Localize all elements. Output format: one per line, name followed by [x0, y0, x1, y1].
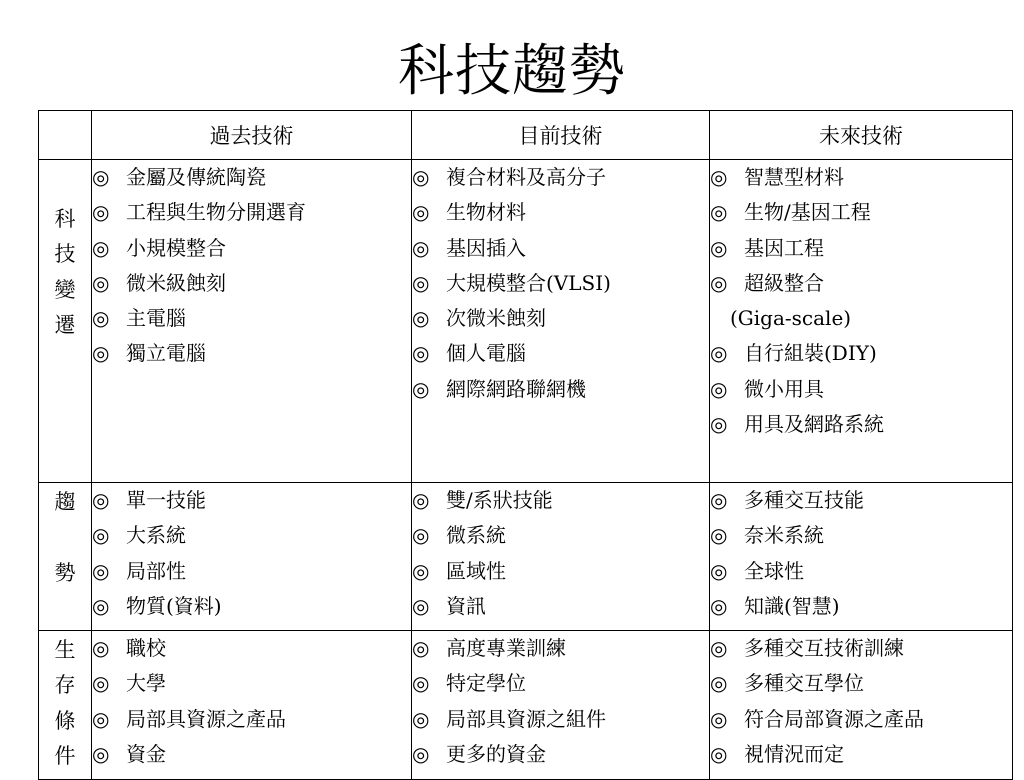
list-item-text: 主電腦 — [126, 306, 186, 331]
list-item — [412, 301, 709, 336]
row-label-char: 存 — [54, 673, 76, 698]
list-item — [710, 407, 1012, 442]
list-item-text: 局部性 — [126, 558, 186, 583]
bullet-icon: ◎ — [710, 488, 728, 512]
list-item-text: 次微米蝕刻 — [446, 306, 546, 331]
bullet-icon: ◎ — [710, 671, 728, 696]
bullet-icon: ◎ — [412, 671, 430, 696]
col-header-past: 過去技術 — [92, 111, 412, 160]
list-item — [710, 483, 1012, 518]
bullet-icon: ◎ — [92, 741, 110, 766]
row-label-char: 勢 — [54, 560, 76, 585]
list-item-text: 複合材料及高分子 — [446, 165, 606, 189]
list-item — [710, 702, 1012, 737]
list-item-text: 高度專業訓練 — [446, 636, 566, 660]
row-label-char: 遷 — [54, 312, 76, 337]
list-item-text: 符合局部資源之產品 — [744, 706, 924, 731]
tech-change-row — [39, 160, 1013, 483]
bullet-icon: ◎ — [710, 706, 728, 731]
bullet-icon: ◎ — [412, 593, 430, 618]
list-item-text: 工程與生物分開選育 — [126, 200, 306, 225]
corner-cell — [39, 111, 92, 160]
row-label-char: 變 — [54, 277, 76, 302]
list-item-text: 物質(資料) — [126, 593, 222, 618]
list-item — [92, 518, 411, 553]
list-item-text: 自行組裝(DIY) — [744, 341, 877, 366]
bullet-icon: ◎ — [710, 235, 728, 260]
list-item-text: 生物材料 — [446, 200, 526, 225]
row-label-char: 件 — [54, 743, 76, 768]
bullet-icon: ◎ — [412, 235, 430, 260]
bullet-icon: ◎ — [710, 270, 728, 295]
list-item-text: 基因插入 — [446, 235, 526, 260]
list-item-text: 多種交互技術訓練 — [744, 636, 904, 660]
table-cell — [710, 483, 1013, 631]
bullet-icon: ◎ — [412, 376, 430, 401]
list-item-text: 奈米系統 — [744, 523, 824, 548]
bullet-icon: ◎ — [92, 523, 110, 548]
list-item-text: 生物/基因工程 — [744, 200, 871, 225]
list-item — [412, 518, 709, 553]
bullet-icon: ◎ — [412, 200, 430, 225]
list-item-text: 微米級蝕刻 — [126, 270, 226, 295]
list-item — [92, 160, 411, 195]
list-item — [92, 589, 411, 624]
list-item-text: 局部具資源之組件 — [446, 706, 606, 731]
list-item-text: 超級整合 — [744, 270, 824, 295]
list-item — [412, 160, 709, 195]
list-item-text: 個人電腦 — [446, 341, 526, 366]
bullet-icon: ◎ — [92, 706, 110, 731]
page-title: 科技趨勢 — [398, 39, 626, 104]
list-item — [710, 372, 1012, 407]
list-item — [412, 554, 709, 589]
list-item — [92, 336, 411, 371]
list-item — [92, 483, 411, 518]
table-body — [39, 160, 1013, 780]
list-item — [92, 266, 411, 301]
list-item — [710, 589, 1012, 624]
bullet-icon: ◎ — [92, 558, 110, 583]
bullet-icon: ◎ — [92, 636, 110, 660]
bullet-icon: ◎ — [412, 341, 430, 366]
col-header-future: 未來技術 — [710, 111, 1013, 160]
bullet-icon: ◎ — [710, 165, 728, 189]
list-item — [710, 160, 1012, 195]
row-label-char: 趨 — [54, 490, 76, 514]
list-item-text: 雙/系狀技能 — [446, 488, 553, 512]
bullet-icon: ◎ — [412, 523, 430, 548]
list-item-text: 大規模整合(VLSI) — [446, 270, 611, 295]
col-header-current: 目前技術 — [412, 111, 710, 160]
list-item — [710, 631, 1012, 666]
bullet-icon: ◎ — [412, 165, 430, 189]
bullet-icon: ◎ — [412, 270, 430, 295]
list-item-text: (Giga-scale) — [730, 306, 852, 331]
bullet-icon: ◎ — [710, 341, 728, 366]
table-cell — [412, 160, 710, 483]
list-item-text: 用具及網路系統 — [744, 412, 884, 437]
bullet-icon: ◎ — [412, 488, 430, 512]
list-item-text: 視情況而定 — [744, 741, 844, 766]
bullet-icon: ◎ — [710, 558, 728, 583]
table-cell — [412, 631, 710, 780]
list-item — [412, 483, 709, 518]
bullet-icon: ◎ — [92, 671, 110, 696]
bullet-icon: ◎ — [92, 165, 110, 189]
bullet-icon: ◎ — [710, 523, 728, 548]
row-label — [39, 483, 92, 631]
list-item — [412, 702, 709, 737]
row-label — [39, 631, 92, 780]
list-item — [92, 301, 411, 336]
bullet-icon: ◎ — [710, 636, 728, 660]
list-item — [710, 666, 1012, 701]
list-item — [92, 666, 411, 701]
list-item-text: 全球性 — [744, 558, 804, 583]
list-item-text: 局部具資源之產品 — [126, 706, 286, 731]
row-label-char: 生 — [54, 638, 76, 662]
bullet-icon: ◎ — [710, 376, 728, 401]
table-cell — [710, 631, 1013, 780]
bullet-icon: ◎ — [412, 706, 430, 731]
list-item-text: 區域性 — [446, 558, 506, 583]
bullet-icon: ◎ — [92, 341, 110, 366]
list-item-text: 金屬及傳統陶瓷 — [126, 165, 266, 189]
tech-trend-table — [38, 110, 1013, 780]
list-item-text: 職校 — [126, 636, 166, 660]
list-item-text: 單一技能 — [126, 488, 206, 512]
list-item-text: 知識(智慧) — [744, 593, 840, 618]
list-item-text: 小規模整合 — [126, 235, 226, 260]
list-item — [412, 231, 709, 266]
list-item-text: 獨立電腦 — [126, 341, 206, 366]
bullet-icon: ◎ — [412, 306, 430, 331]
list-item — [412, 737, 709, 772]
list-item — [412, 372, 709, 407]
list-item — [710, 231, 1012, 266]
list-item-text: 基因工程 — [744, 235, 824, 260]
list-item — [710, 301, 1012, 336]
bullet-icon: ◎ — [92, 593, 110, 618]
list-item — [412, 336, 709, 371]
survival-row — [39, 631, 1013, 780]
list-item — [412, 631, 709, 666]
bullet-icon: ◎ — [412, 741, 430, 766]
bullet-icon: ◎ — [92, 488, 110, 512]
bullet-icon: ◎ — [710, 741, 728, 766]
list-item-text: 資訊 — [446, 593, 486, 618]
list-item — [710, 518, 1012, 553]
list-item — [92, 195, 411, 230]
bullet-icon: ◎ — [92, 306, 110, 331]
table-cell — [92, 483, 412, 631]
list-item — [412, 266, 709, 301]
list-item — [710, 195, 1012, 230]
list-item — [710, 266, 1012, 301]
list-item-text: 智慧型材料 — [744, 165, 844, 189]
list-item — [92, 231, 411, 266]
trend-row — [39, 483, 1013, 631]
bullet-icon: ◎ — [412, 558, 430, 583]
bullet-icon: ◎ — [710, 593, 728, 618]
list-item — [412, 589, 709, 624]
list-item-text: 大學 — [126, 671, 166, 696]
list-item-text: 微小用具 — [744, 376, 824, 401]
list-item — [710, 554, 1012, 589]
row-label-char: 條 — [54, 708, 76, 733]
list-item — [92, 702, 411, 737]
list-item-text: 微系統 — [446, 523, 506, 548]
header-row — [39, 111, 1013, 160]
list-item — [412, 666, 709, 701]
bullet-icon: ◎ — [92, 235, 110, 260]
list-item-text: 特定學位 — [446, 671, 526, 696]
bullet-icon: ◎ — [92, 270, 110, 295]
list-item — [92, 554, 411, 589]
list-item-text: 網際網路聯網機 — [446, 376, 586, 401]
table-cell — [710, 160, 1013, 483]
list-item-text: 多種交互技能 — [744, 488, 864, 512]
table-cell — [412, 483, 710, 631]
list-item — [710, 336, 1012, 371]
bullet-icon: ◎ — [710, 200, 728, 225]
list-item-text: 更多的資金 — [446, 741, 546, 766]
row-label-char: 技 — [54, 242, 76, 267]
list-item-text: 資金 — [126, 741, 166, 766]
bullet-icon: ◎ — [412, 636, 430, 660]
table-cell — [92, 160, 412, 483]
bullet-icon: ◎ — [710, 412, 728, 437]
row-label — [39, 160, 92, 483]
list-item — [412, 195, 709, 230]
list-item-text: 大系統 — [126, 523, 186, 548]
table-cell — [92, 631, 412, 780]
list-item-text: 多種交互學位 — [744, 671, 864, 696]
list-item — [92, 737, 411, 772]
bullet-icon: ◎ — [92, 200, 110, 225]
list-item — [710, 737, 1012, 772]
row-label-char: 科 — [54, 207, 76, 231]
list-item — [92, 631, 411, 666]
